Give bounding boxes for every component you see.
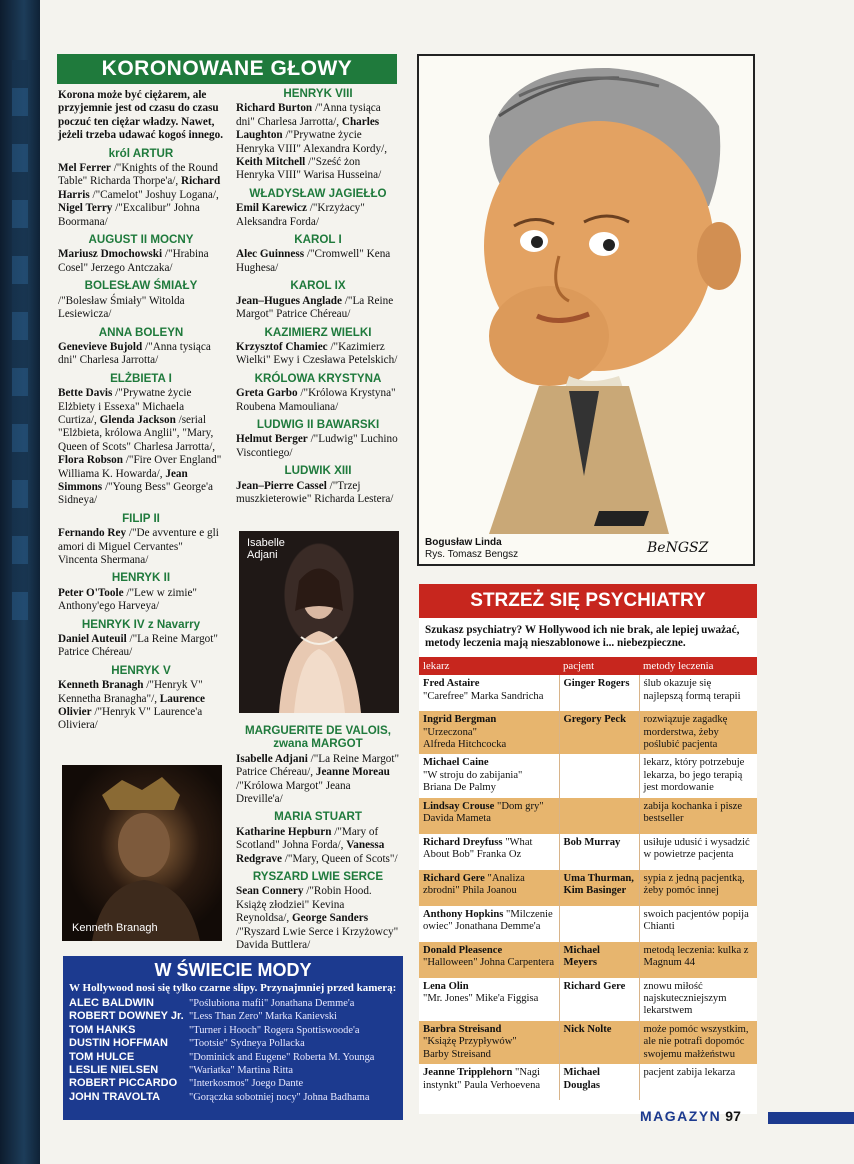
- caricature-artist: Rys. Tomasz Bengsz: [425, 549, 519, 560]
- caricature-caption: [425, 537, 518, 561]
- doctor-cell: Anthony Hopkins "Milczenie owiec" Jonathana Demme'a: [419, 906, 559, 942]
- col1-entry: /"Bolesław Śmiały" Witolda Lesiewicza/: [58, 294, 185, 321]
- column-left: [58, 89, 224, 737]
- doctor-cell: Richard Dreyfuss "What About Bob" Franka Oz: [419, 834, 559, 870]
- fashion-row: [63, 1010, 403, 1023]
- table-row: [419, 798, 757, 834]
- col1-heading: HENRYK II: [111, 571, 171, 585]
- caricature-signature: BeNGSZ: [647, 540, 709, 556]
- fashion-row: [63, 1037, 403, 1050]
- table-row: [419, 906, 757, 942]
- col2b-heading: RYSZARD LWIE SERCE: [252, 870, 384, 884]
- table-row: [419, 1021, 757, 1064]
- method-cell: znowu miłość najskuteczniejszym lekarstwem: [643, 980, 727, 1017]
- doctor-cell: Fred Astaire "Carefree" Marka Sandricha: [419, 675, 559, 711]
- col1-heading: AUGUST II MOCNY: [88, 233, 194, 247]
- col2-entry: Krzysztof Chamiec /"Kazimierz Wielki" Ewy i Czesława Petelskich/: [236, 340, 398, 367]
- table-row: [419, 754, 757, 797]
- fashion-subtitle: W Hollywood nosi się tylko czarne slipy. Przynajmniej przed kamerą:: [69, 982, 397, 994]
- spine-pattern: [12, 60, 28, 620]
- col1-heading: HENRYK V: [111, 663, 171, 677]
- film-title: "Less Than Zero" Marka Kanievski: [189, 1011, 337, 1023]
- fashion-title: W ŚWIECIE MODY: [154, 960, 312, 980]
- actor-name: DUSTIN HOFFMAN: [69, 1037, 168, 1050]
- col1-heading: ANNA BOLEYN: [98, 325, 184, 339]
- film-title: "Tootsie" Sydneya Pollacka: [189, 1038, 305, 1050]
- fashion-row: [63, 1077, 403, 1090]
- caricature-frame: [417, 54, 755, 566]
- page-number: 97: [725, 1108, 741, 1124]
- method-cell: lekarz, który potrzebuje lekarza, bo jego terapią jest mordowanie: [643, 757, 745, 794]
- col2b-entry: Sean Connery /"Robin Hood. Książę złodziei" Kevina Reynoldsa/, George Sanders /"Ryszard Lwie Serce i Krzyżowcy" Davida Buttlera/: [236, 885, 399, 952]
- col1-heading: BOLESŁAW ŚMIAŁY: [84, 279, 198, 293]
- film-title: "Gorączka sobotniej nocy" Johna Badhama: [189, 1091, 370, 1103]
- col-header-doctor: lekarz: [419, 657, 559, 675]
- col1-entry: Fernando Rey /"De avventure e gli amori di Miguel Cervantes" Vincenta Shermana/: [58, 527, 219, 566]
- binding-spine: [0, 0, 40, 1164]
- patient-cell: Nick Nolte: [559, 1021, 639, 1064]
- actor-name: TOM HANKS: [69, 1023, 136, 1036]
- col1-entry: Mel Ferrer /"Knights of the Round Table" Richarda Thorpe'a/, Richard Harris /"Camelot" Joshuy Logana/, Nigel Terry /"Excalibur" Johna Boormana/: [58, 162, 221, 228]
- col1-heading: HENRYK IV z Navarry: [81, 617, 201, 631]
- actor-name: ROBERT PICCARDO: [69, 1077, 178, 1090]
- intro-text: Korona może być ciężarem, ale przyjemnie jest od czasu do czasu poczuć ten ciężar władzy. Nawet, jeżeli trzeba udawać kogoś innego.: [58, 89, 223, 142]
- col2-heading: KAROL I: [294, 233, 342, 247]
- col1-entry: Genevieve Bujold /"Anna tysiąca dni" Charlesa Jarrotta/: [58, 340, 211, 367]
- patient-cell: [559, 798, 639, 834]
- actor-name: ALEC BALDWIN: [69, 997, 154, 1009]
- footer-bar: [768, 1112, 854, 1124]
- doctor-cell: Ingrid Bergman "Urzeczona" Alfreda Hitchcocka: [419, 711, 559, 754]
- table-row: [419, 942, 757, 978]
- col2-entry: Greta Garbo /"Królowa Krystyna" Roubena Mamouliana/: [236, 387, 396, 413]
- col2b-heading: MARIA STUART: [274, 810, 362, 824]
- col2-heading: KRÓLOWA KRYSTYNA: [254, 371, 382, 385]
- fashion-row: [63, 1091, 403, 1104]
- col2b-entry: Katharine Hepburn /"Mary of Scotland" Johna Forda/, Vanessa Redgrave /"Mary, Queen of Scots"/: [236, 825, 398, 865]
- fashion-row: [63, 1064, 403, 1077]
- film-title: "Dominick and Eugene" Roberta M. Younga: [189, 1051, 375, 1063]
- col1-heading: ELŻBIETA I: [110, 371, 172, 385]
- table-row: [419, 675, 757, 711]
- table-row: [419, 978, 757, 1021]
- method-cell: sypia z jedną pacjentką, żeby pomóc innej: [639, 870, 757, 906]
- film-title: "Interkosmos" Joego Dante: [189, 1078, 304, 1090]
- col2-entry: Jean–Hugues Anglade /"La Reine Margot" Patrice Chéreau/: [236, 294, 394, 321]
- doctor-cell: Lindsay Crouse "Dom gry" Davida Mameta: [419, 798, 559, 834]
- patient-cell: [559, 754, 639, 797]
- film-title: "Turner i Hooch" Rogera Spottiswoode'a: [189, 1024, 360, 1036]
- method-cell: rozwiązuje zagadkę morderstwa, żeby poślubić pacjenta: [639, 711, 757, 754]
- actor-name: ROBERT DOWNEY Jr.: [69, 1010, 184, 1023]
- method-cell: usiłuje udusić i wysadzić w powietrze pacjenta: [643, 836, 750, 861]
- col2-heading: LUDWIG II BAWARSKI: [256, 417, 380, 431]
- doctor-cell: Barbra Streisand "Książę Przypływów" Barby Streisand: [419, 1021, 559, 1064]
- col2-heading: KAZIMIERZ WIELKI: [264, 325, 372, 339]
- col2-heading: HENRYK VIII: [283, 87, 353, 100]
- col1-heading: FILIP II: [122, 511, 160, 525]
- patient-cell: Bob Murray: [559, 834, 639, 870]
- col2-entry: Emil Karewicz /"Krzyżacy" Aleksandra Forda/: [236, 202, 365, 228]
- psychiatry-title: STRZEŻ SIĘ PSYCHIATRY: [419, 584, 757, 618]
- article-title: KORONOWANE GŁOWY: [57, 54, 397, 84]
- table-row: [419, 870, 757, 906]
- actor-name: TOM HULCE: [69, 1050, 135, 1063]
- actor-name: JOHN TRAVOLTA: [69, 1090, 161, 1103]
- col1-entry: Daniel Auteuil /"La Reine Margot" Patrice Chéreau/: [58, 633, 218, 659]
- method-cell: swoich pacjentów popija Chianti: [643, 908, 749, 933]
- col-header-method: metody leczenia: [639, 657, 757, 675]
- patient-cell: Michael Douglas: [559, 1064, 639, 1100]
- fashion-row: [63, 997, 403, 1010]
- caricature-subject: Bogusław Linda: [425, 537, 502, 548]
- col2b-heading: MARGUERITE DE VALOIS, zwana MARGOT: [244, 724, 391, 751]
- magazine-name: MAGAZYN: [640, 1108, 722, 1124]
- patient-cell: Richard Gere: [559, 978, 639, 1021]
- col-header-patient: pacjent: [559, 657, 639, 675]
- film-title: "Wariatka" Martina Ritta: [189, 1065, 294, 1077]
- branagh-figure: [62, 765, 222, 941]
- col2-heading: LUDWIK XIII: [284, 464, 352, 478]
- col2-entry: Richard Burton /"Anna tysiąca dni" Charlesa Jarrotta/, Charles Laughton /"Prywatne życie Henryka VIII" Alexandra Kordy/, Keith Mitchell /"Sześć żon Henryka VIII" Warisa Husseina/: [236, 102, 387, 182]
- fashion-row: [63, 1051, 403, 1064]
- doctor-cell: Lena Olin "Mr. Jones" Mike'a Figgisa: [419, 978, 559, 1021]
- photo-caption-adjani: Isabelle Adjani: [247, 537, 285, 561]
- footer: [640, 1108, 741, 1124]
- doctor-cell: Richard Gere "Analiza zbrodni" Phila Joanou: [419, 870, 559, 906]
- caricature-drawing: [419, 56, 753, 534]
- doctor-cell: Jeanne Tripplehorn "Nagi instynkt" Paula Verhoevena: [419, 1064, 559, 1100]
- col2-entry: Alec Guinness /"Cromwell" Kena Hughesa/: [236, 248, 391, 274]
- col1-entry: Peter O'Toole /"Lew w zimie" Anthony'ego Harveya/: [58, 586, 198, 613]
- psychiatry-intro: Szukasz psychiatry? W Hollywood ich nie brak, ale lepiej uważać, metody leczenia mają nieszablonowe i... niebezpieczne.: [425, 624, 740, 650]
- patient-cell: [559, 906, 639, 942]
- table-row: [419, 711, 757, 754]
- photo-isabelle-adjani: [239, 531, 399, 713]
- psychiatry-table: [419, 657, 757, 1100]
- patient-cell: Ginger Rogers: [559, 675, 639, 711]
- doctor-cell: Michael Caine "W stroju do zabijania" Briana De Palmy: [419, 754, 559, 797]
- photo-kenneth-branagh: [62, 765, 222, 941]
- column-middle-lower: [236, 722, 400, 957]
- col2-entry: Helmut Berger /"Ludwig" Luchino Viscontiego/: [236, 433, 398, 459]
- method-cell: pacjent zabija lekarza: [643, 1067, 736, 1079]
- patient-cell: Michael Meyers: [559, 942, 639, 978]
- col1-heading: król ARTUR: [108, 146, 174, 160]
- doctor-cell: Donald Pleasence "Halloween" Johna Carpentera: [419, 942, 559, 978]
- method-cell: zabija kochanka i pisze bestseller: [639, 798, 757, 834]
- patient-cell: Gregory Peck: [559, 711, 639, 754]
- psychiatry-table-header: [419, 657, 757, 675]
- col2-heading: WŁADYSŁAW JAGIEŁŁO: [249, 186, 387, 200]
- method-cell: może pomóc wszystkim, ale nie potrafi dopomóc swojemu małżeństwu: [639, 1021, 757, 1064]
- photo-caption-branagh: Kenneth Branagh: [72, 922, 158, 934]
- film-title: "Poślubiona mafii" Jonathana Demme'a: [189, 998, 355, 1009]
- col2b-entry: Isabelle Adjani /"La Reine Margot" Patrice Chéreau/, Jeanne Moreau /"Królowa Margot" Jeana Dreville'a/: [236, 752, 400, 806]
- method-cell: ślub okazuje się najlepszą formą terapii: [643, 678, 741, 702]
- psychiatry-box: [419, 584, 757, 1114]
- col1-entry: Kenneth Branagh /"Henryk V" Kennetha Branagha"/, Laurence Olivier /"Henryk V" Laurence'a Oliviera/: [58, 679, 205, 732]
- col2-entry: Jean–Pierre Cassel /"Trzej muszkieterowie" Richarda Lestera/: [236, 479, 394, 505]
- fashion-row: [63, 1024, 403, 1037]
- actor-name: LESLIE NIELSEN: [69, 1064, 159, 1077]
- fashion-box: [63, 956, 403, 1120]
- table-row: [419, 1064, 757, 1100]
- col2-heading: KAROL IX: [290, 279, 346, 293]
- col1-entry: Mariusz Dmochowski /"Hrabina Cosel" Jerzego Antczaka/: [58, 248, 209, 274]
- column-middle: [236, 85, 400, 510]
- table-row: [419, 834, 757, 870]
- col1-entry: Bette Davis /"Prywatne życie Elżbiety i Essexa" Michaela Curtiza/, Glenda Jackson /serial "Elżbieta, królowa Anglii", "Mary, Queen of Scots" Charlesa Jarrotta/, Flora Robson /"Fire Over England" Williama K. Howarda/, Jean Simmons /"Young Bess" George'a Sidneya/: [58, 387, 222, 507]
- method-cell: metodą leczenia: kulka z Magnum 44: [639, 942, 757, 978]
- patient-cell: Uma Thurman, Kim Basinger: [559, 870, 639, 906]
